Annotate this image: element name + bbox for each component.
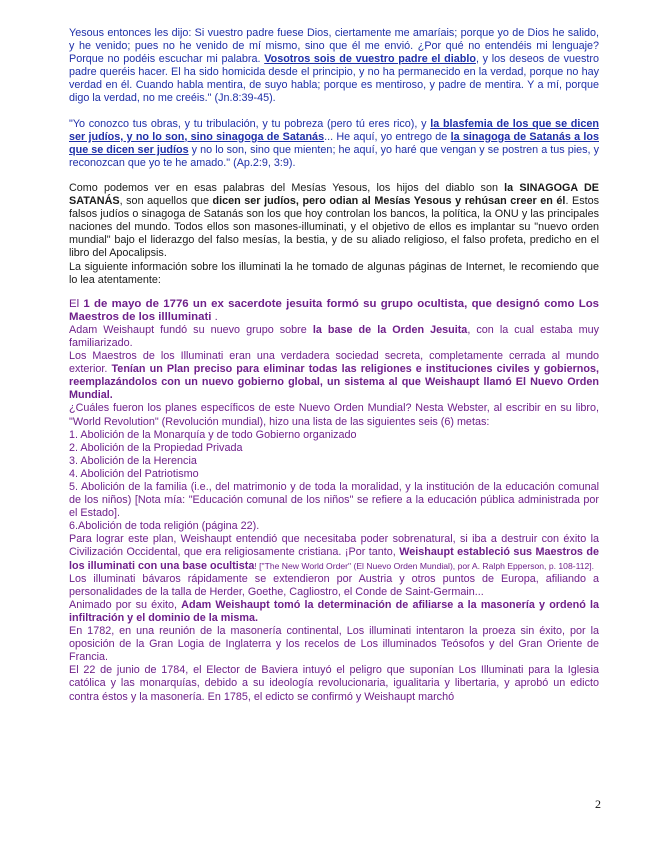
goals-list [69,429,599,534]
page-number: 2 [595,797,601,811]
list-item: 6.Abolición de toda religión (página 22). [69,520,260,533]
body-emphasis: dicen ser judíos, pero odian al Mesías Yesous y rehúsan creer en él [212,195,566,208]
revelation-quote [69,118,599,170]
body-text: Para lograr este plan, Weishaupt entendió que necesitaba poder sobrenatural, si iba a destruir con éxito la Civilización Occidental, que era religiosamente cristiana. ¡Por tanto, [69,533,599,559]
list-item: 5. Abolición de la familia (i.e., del matrimonio y de toda la moralidad, y la institución de la educación comunal de los niños) [Nota mía: "Educación comunal de los niños" se refiere a la educación pública administrada por el Estado]. [69,481,599,520]
quote-text: "Yo conozco tus obras, y tu tribulación, y tu pobreza (pero tú eres rico), y [69,117,431,130]
list-item: 2. Abolición de la Propiedad Privada [69,441,243,454]
expansion-paragraph: Los illuminati bávaros rápidamente se extendieron por Austria y otros puntos de Europa, afiliando a personalidades de la talla de Herder, Goethe, Cagliostro, el Conde de Saint-Germain... [69,572,599,598]
quote-text: ... He aquí, yo entrego de [324,130,451,143]
occult-paragraph [69,533,599,572]
body-text: , con la cual estaba muy familiarizado. [69,323,599,349]
body-text: Adam Weishaupt fundó su nuevo grupo sobre [69,323,313,336]
list-item: 1. Abolición de la Monarquía y de todo Gobierno organizado [69,428,357,441]
quote-text: , y los deseos de vuestro padre queréis hacer. El ha sido homicida desde el principio, y no ha permanecido en la verdad, porque no hay verdad en él. Cuando habla mentira, de suyo habla; porque es mentiroso, y padre de mentira. Y a mí, porque digo la verdad, no me creéis." (Jn.8:39-45). [69,53,599,105]
body-emphasis: 1 de mayo de 1776 un ex sacerdote jesuita formó su grupo ocultista, que designó como Los Maestros de los illluminati [69,297,599,323]
page-content [69,27,599,704]
quote-emphasis: la blasfemia de los que se dicen ser judíos, y no lo son, sino sinagoga de Satanás [69,117,599,143]
body-text: Como podemos ver en esas palabras del Mesías Yesous, los hijos del diablo son [69,181,505,194]
body-emphasis: la base de la Orden Jesuita [312,323,468,336]
body-emphasis: Weishaupt estableció sus Maestros de los illuminati con una base ocultista [69,546,599,572]
intro-line: La siguiente información sobre los illuminati la he tomado de algunas páginas de Internet, le recomiendo que lo lea atentamente: [69,260,599,286]
commentary-paragraph [69,182,599,261]
body-text: El [69,297,84,310]
body-text: Animado por su éxito, [69,598,182,611]
goals-intro: ¿Cuáles fueron los planes específicos de este Nuevo Orden Mundial? Nesta Webster, al escribir en su libro, "World Revolution" (Revolución mundial), hizo una lista de las siguientes seis (6) metas: [69,402,599,428]
edict-1784-paragraph: El 22 de junio de 1784, el Elector de Baviera intuyó el peligro que suponían Los Illuminati para la Iglesia católica y las monarquías, debido a su ideología revolucionaria, igualitaria y libertaria, y aprobó un edicto contra éstos y la masonería. En 1785, el edicto se confirmó y Weishaupt marchó [69,664,599,703]
list-item: 4. Abolición del Patriotismo [69,467,199,480]
illuminati-founding [69,298,599,324]
john-quote [69,27,599,106]
masters-paragraph [69,350,599,402]
quote-text: y no lo son, sino que mienten; he aquí, yo haré que vengan y se postren a tus pies, y reconozcan que yo te he amado." (Ap.2:9, 3:9). [69,143,600,169]
quote-emphasis: Vosotros sois de vuestro padre el diablo [264,53,476,66]
body-text: Los Maestros de los Illuminati eran una verdadera sociedad secreta, completamente cerrada al mundo exterior. [69,350,599,376]
body-emphasis: Adam Weishaupt tomó la determinación de afiliarse a la masonería y ordenó la infiltración y el dominio de la misma. [69,598,599,624]
body-text: , son aquellos que [119,195,213,208]
list-item: 3. Abolición de la Herencia [69,454,197,467]
citation: ! ["The New World Order" (El Nuevo Orden Mundial), por A. Ralph Epperson, p. 108-112]. [254,560,595,571]
meeting-1782-paragraph: En 1782, en una reunión de la masonería continental, Los illuminati intentaron la proeza sin éxito, por la oposición de la Gran Logia de Inglaterra y los recelos de Los illuminados Teósofos y del Gran Oriente de Francia. [69,625,599,664]
body-text: . Estos falsos judíos o sinagoga de Satanás son los que hoy controlan los bancos, la política, la ONU y las principales naciones del mundo. Todos ellos son masones-illuminati, y el objetivo de ellos es implantar su "nuevo orden mundial" bajo el liderazgo del falso mesías, la bestia, y de su aliado religioso, el falso profeta, predicho en el libro del Apocalipsis. [69,195,600,260]
body-emphasis: Tenían un Plan preciso para eliminar todas las religiones e instituciones civiles y gobiernos, reemplazándolos con un nuevo gobierno global, un sistema al que Weishaupt llamó El Nuevo Orden Mundial. [69,363,599,402]
quote-emphasis: la sinagoga de Satanás a los que se dicen ser judíos [69,130,599,156]
body-emphasis: la SINAGOGA DE SATANÁS [69,181,599,208]
body-text: . [211,310,218,323]
masonry-paragraph [69,599,599,625]
weishaupt-paragraph [69,324,599,350]
quote-text: Yesous entonces les dijo: Si vuestro padre fuese Dios, ciertamente me amaríais; porque yo de Dios he salido, y he venido; pues no he venido de mí mismo, sino que él me envió. ¿Por qué no entendéis mi lenguaje? Porque no podéis escuchar mi palabra. [69,27,599,66]
